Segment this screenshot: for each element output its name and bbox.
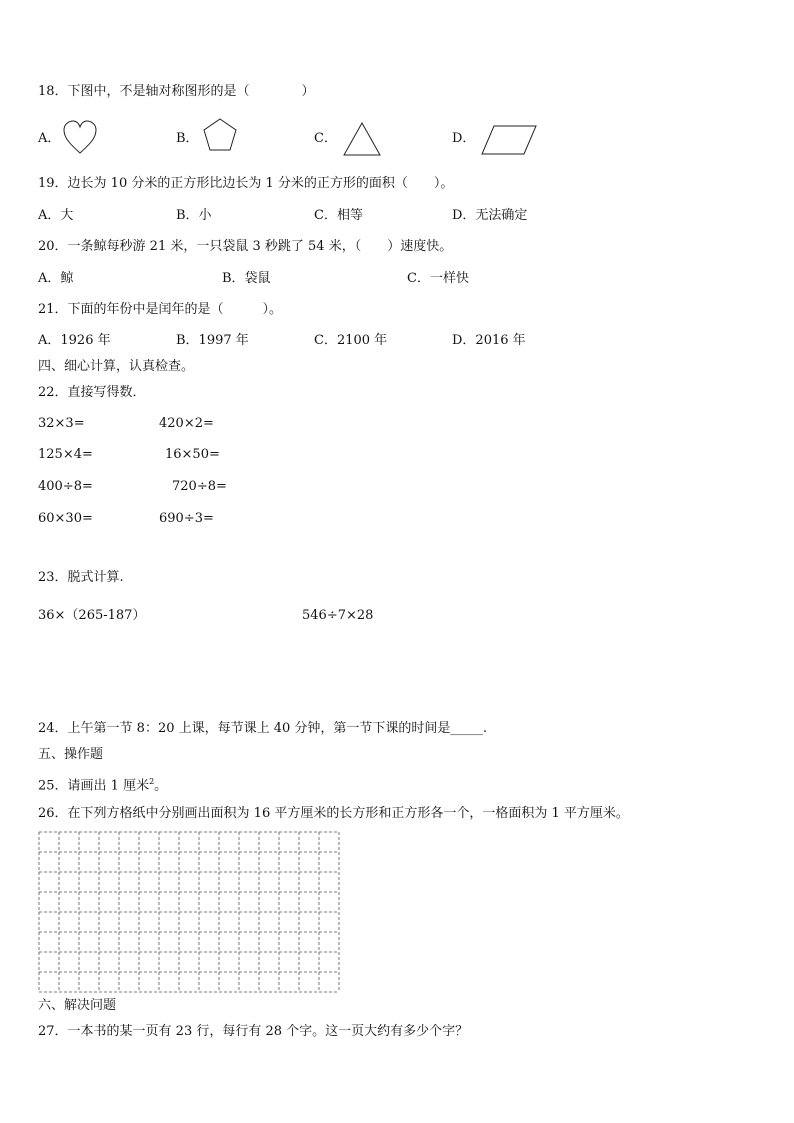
q18-option-c-label: C． <box>314 131 337 146</box>
q25-superscript: 2 <box>149 777 155 786</box>
q21-option-c: C．2100 年 <box>314 333 388 348</box>
q20-option-a: A．鲸 <box>38 271 74 286</box>
q21-option-d: D．2016 年 <box>452 333 526 348</box>
section-5-heading: 五、操作题 <box>38 747 104 762</box>
heart-icon <box>62 120 98 156</box>
q22-item: 125×4= <box>38 447 93 462</box>
parallelogram-icon <box>480 124 538 156</box>
q22-item: 720÷8= <box>172 479 227 494</box>
q18-option-b-label: B． <box>176 131 199 146</box>
q24-stem: 24．上午第一节 8：20 上课，每节课上 40 分钟，第一节下课的时间是_____. <box>38 721 488 736</box>
q20-option-c: C．一样快 <box>407 271 469 286</box>
q25-end: 。 <box>154 778 168 794</box>
q22-stem: 22．直接写得数． <box>38 385 146 400</box>
q19-option-b: B．小 <box>176 208 212 223</box>
pentagon-icon <box>202 117 238 153</box>
q23-item: 36×（265-187） <box>38 608 146 623</box>
q25-stem <box>38 774 167 794</box>
q21-option-a: A．1926 年 <box>38 333 111 348</box>
q22-item: 32×3= <box>38 416 85 431</box>
q18-option-a-label: A． <box>38 131 61 146</box>
q23-item: 546÷7×28 <box>302 608 374 623</box>
q18-stem: 18．下图中，不是轴对称图形的是（ ） <box>38 84 315 99</box>
q21-option-b: B．1997 年 <box>176 333 249 348</box>
q21-stem: 21．下面的年份中是闰年的是（ ）。 <box>38 302 283 317</box>
q22-item: 16×50= <box>165 447 220 462</box>
q22-item: 690÷3= <box>159 511 214 526</box>
q25-text: 25．请画出 1 厘米 <box>38 778 150 794</box>
q19-option-d: D．无法确定 <box>452 208 528 223</box>
section-4-heading: 四、细心计算，认真检查。 <box>38 359 195 374</box>
q19-stem: 19．边长为 10 分米的正方形比边长为 1 分米的正方形的面积（ ）。 <box>38 176 454 191</box>
q18-option-d-label: D． <box>452 131 476 146</box>
q19-option-a: A．大 <box>38 208 74 223</box>
q20-stem: 20．一条鲸每秒游 21 米，一只袋鼠 3 秒跳了 54 米，（ ）速度快。 <box>38 239 453 254</box>
q23-stem: 23．脱式计算. <box>38 570 124 585</box>
q26-stem: 26．在下列方格纸中分别画出面积为 16 平方厘米的长方形和正方形各一个，一格面积为 1 平方厘米。 <box>38 806 629 821</box>
square-grid[interactable] <box>38 831 340 993</box>
q22-item: 420×2= <box>159 416 214 431</box>
triangle-icon <box>342 121 382 157</box>
section-6-heading: 六、解决问题 <box>38 998 117 1013</box>
q19-option-c: C．相等 <box>314 208 363 223</box>
q22-item: 60×30= <box>38 511 93 526</box>
q22-item: 400÷8= <box>38 479 93 494</box>
q27-stem: 27．一本书的某一页有 23 行，每行有 28 个字。这一页大约有多少个字？ <box>38 1024 469 1039</box>
q20-option-b: B．袋鼠 <box>222 271 271 286</box>
